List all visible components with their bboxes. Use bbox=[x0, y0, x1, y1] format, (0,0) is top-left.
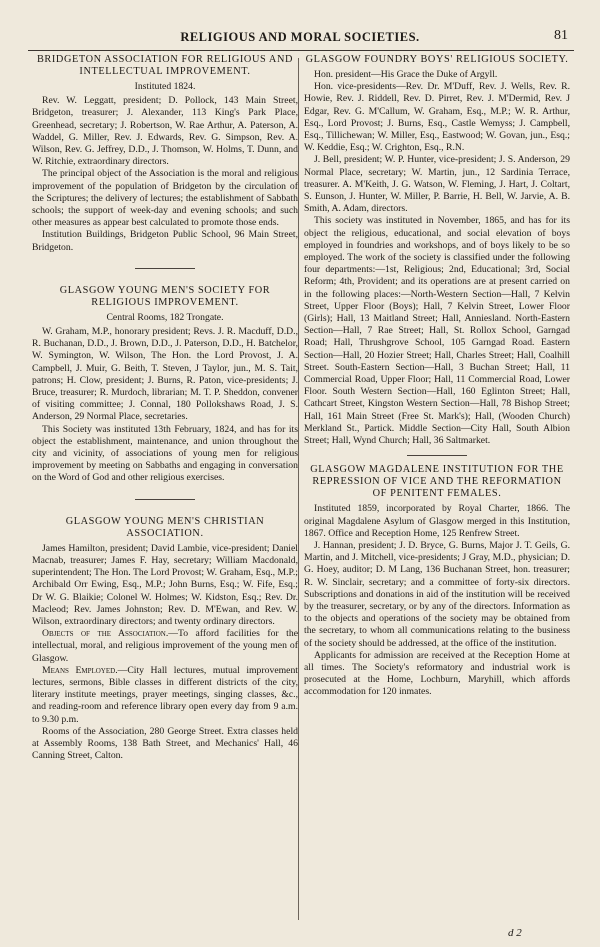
ymsri-title: GLASGOW YOUNG MEN'S SOCIETY FOR RELIGIOUS IMPROVEMENT. bbox=[59, 284, 271, 308]
ymca-title: GLASGOW YOUNG MEN'S CHRISTIAN ASSOCIATION. bbox=[65, 515, 265, 539]
ymca bbox=[32, 516, 298, 763]
foundry-president: Hon. president—His Grace the Duke of Argyll. bbox=[314, 69, 498, 80]
foundry-vice-presidents: Hon. vice-presidents—Rev. Dr. M'Duff, Rev. J. Wells, Rev. R. Howie, Rev. J. Riddell, Rev. D. Pirret, Rev. J. M'Dermid, Rev. J Edgar, Rev. G. M'Callum, W. Graham, Esq., M.P.; W. R. Arthur, Esq., Lord Provost; J. Burns, Esq., Castle Wemyss; J. Campbell, Esq., Tillichewan; W. Miller, Esq., Eastwood; W. Govan, jun., Esq.; W. Keddie, Esq.; W. Crighton, Esq., R.N. bbox=[304, 81, 570, 154]
bridgeton-buildings: Institution Buildings, Bridgeton Public School, 96 Main Street, Bridgeton. bbox=[32, 229, 298, 253]
page-number: 81 bbox=[554, 28, 568, 43]
ymca-objects-text: —To afford facilities for the intellectual, moral, and religious improvement of the young men of Glasgow. bbox=[32, 628, 298, 664]
section-separator bbox=[135, 268, 195, 269]
ymsri-rooms: Central Rooms, 182 Trongate. bbox=[106, 311, 224, 323]
header-rule bbox=[28, 50, 574, 51]
young-mens-society bbox=[32, 285, 298, 485]
foundry-history: This society was instituted in November, 1865, and has for its object the religious, educational, and social elevation of boys employed in foundries and workshops, and of boys likely to be so employed. The work of the society is classified under the following four departments:—1st, Religious; 2nd, Educational; 3rd, Social Reform; 4th, Provident; and its operations are at present carried on in the following places:—North-Western Section—Hall, 7 Kelvin Street, Upper Floor (Boys); Hall, 7 Kelvin Street, Lower Floor (Girls); Hall, 13 Maitland Street; Hall, Anniesland. North-Eastern Section—Hall, 7 Rae Street; Hall, St. Rollox School, Garngad Road; Hall, Thrushgrove School, 105 Garngad Road. Eastern Section—Hall, 20 Hozier Street; Hall, Charles Street; Hall, Coalhill Street. South-Eastern Section—Hall, 3 Buchan Street; Hall, 11 Commercial Road, Upper Floor; Hall, 11 Commercial Road, Lower Floor. South Western Section—Hall, 160 Eglinton Street; Hall, Cathcart Street, Kingston Western Section—Hall, 78 Bishop Street; Hall, 161 Main Street (Free St. Mark's); Hall, (Wooden Church) Merkland St., Partick. Middle Section—City Hall, South Albion Street; Hall, Wynd Church; Hall, 36 Saltmarket. bbox=[304, 215, 570, 447]
foundry-officers: J. Bell, president; W. P. Hunter, vice-president; J. S. Anderson, 29 Normal Place, secretary; W. Martin, jun., 12 Sardinia Terrace, treasurer. A. M'Keith, J. G. Watson, W. Fleming, J. Hart, J. Coltart, S. Eunson, J. Hunter, W. Miller, P. Barrie, H. Bell, W. Jarvie, A. B. Smith, A. Adam, directors. bbox=[304, 154, 570, 215]
magdalene-institution bbox=[304, 464, 570, 698]
foundry-title: GLASGOW FOUNDRY BOYS' RELIGIOUS SOCIETY. bbox=[305, 54, 569, 65]
magdalene-applicants: Applicants for admission are received at the Reception Home at all times. The Society's reformatory and industrial work is prosecuted at the Home, Lochburn, Maryhill, which affords accommodation for 120 inmates. bbox=[304, 649, 570, 698]
magdalene-instituted: Instituted 1859, incorporated by Royal Charter, 1866. The original Magdalene Asylum of Glasgow merged in this Institution, 1867. Office and Reception Home, 125 Renfrew Street. bbox=[304, 503, 570, 539]
ymca-rooms: Rooms of the Association, 280 George Street. Extra classes held at Assembly Rooms, 138 Bath Street, and Mechanics' Hall, 46 Canning Street, Calton. bbox=[32, 725, 298, 762]
ymca-means bbox=[32, 665, 298, 726]
ymsri-officers: W. Graham, M.P., honorary president; Revs. J. R. Macduff, D.D., R. Buchanan, D.D., J. Brown, D.D., J. Paterson, D.D., H. Batchelor, W. Symington, W. Wilson, The Hon. the Lord Provost, J. A. Campbell, J. Muir, G. Beith, T. Steven, J Taylor, jun., M. S. Tait, patrons; H. Clow, president; J. Burns, R. Paton, vice-presidents; J. Bruce, treasurer; R. Murdoch, librarian; M. T. P. Sheddon, convener of visiting committee; J. Connal, 180 Pollokshaws Road, J. S. Anderson, 29 Normal Place, secretaries. bbox=[32, 326, 298, 423]
ymca-means-text: —City Hall lectures, mutual improvement lectures, sermons, Bible classes in different districts of the city, literary institute meetings, prayer meetings, singing classes, &c., and reading-room and reference library open every day from 9 a.m. to 9.30 p.m. bbox=[32, 664, 298, 725]
section-separator bbox=[407, 455, 467, 456]
right-column bbox=[304, 54, 570, 699]
ymca-objects-label: Objects of the Association. bbox=[42, 628, 169, 640]
ymsri-history: This Society was instituted 13th February, 1824, and has for its object the establishment, maintenance, and union throughout the city and vicinity, of associations of young men for religious improvement by meeting on Sabbaths and engaging in conversation on the Word of God and other religious exercises. bbox=[32, 423, 298, 484]
ymca-means-label: Means Employed. bbox=[42, 664, 118, 676]
bridgeton-instituted: Instituted 1824. bbox=[134, 81, 196, 92]
running-title: RELIGIOUS AND MORAL SOCIETIES. bbox=[180, 30, 420, 44]
ymca-officers: James Hamilton, president; David Lambie, vice-president; Daniel Macnab, treasurer; James F. Hay, secretary; William Macdonald, superintendent; The Hon. The Lord Provost; W. Graham, Esq., M.P.; Archibald Orr Ewing, Esq., M.P.; John Burns, Esq.; W. Fife, Esq.; Dr W. G. Blaikie; Colonel W. Holmes; W. Kidston, Esq.; Rev. Dr. Macleod; Rev. James Johnston; Rev. D. M'Ewan, and Rev. W. Wilson, extraordinary directors; and twenty ordinary directors. bbox=[32, 542, 298, 627]
bridgeton-object: The principal object of the Association is the moral and religious improvement of the population of Bridgeton by the circulation of the Scriptures; the delivery of lectures; the establishment of Sabbath schools; the support of week-day and evening schools; and such other measures as appear best calculated to promote those ends. bbox=[32, 168, 298, 229]
foundry-boys-society bbox=[304, 54, 570, 447]
running-head bbox=[0, 30, 600, 50]
section-separator bbox=[135, 499, 195, 500]
magdalene-title: GLASGOW MAGDALENE INSTITUTION FOR THE REPRESSION OF VICE AND THE REFORMATION OF PENITENT FEMALES. bbox=[310, 464, 564, 500]
bridgeton-title: BRIDGETON ASSOCIATION FOR RELIGIOUS AND INTELLECTUAL IMPROVEMENT. bbox=[36, 54, 294, 77]
column-divider bbox=[298, 58, 299, 920]
magdalene-officers: J. Hannan, president; J. D. Bryce, G. Burns, Major J. T. Geils, G. Martin, and J. Mitchell, vice-presidents; J Gray, M.D., physician; D. G. Hoey, auditor; D. M Lang, 136 Buchanan Street, hon. treasurer; R. W. Sinclair, secretary; and a committee of forty-six directors. Subscriptions and donations in aid of the institution will be received by the treasurer, secretary, or by any of the directors. Information as to the objects and operations of the society may be obtained from the secretary, to whom all communications relating to the business of the society should be addressed, at the office of the institution. bbox=[304, 539, 570, 649]
left-column bbox=[32, 54, 298, 762]
bridgeton-association bbox=[32, 54, 298, 254]
bridgeton-officers: Rev. W. Leggatt, president; D. Pollock, 143 Main Street, Bridgeton, treasurer; J. Alexander, 113 King's Park Place, Greenhead, secretary; J. Robertson, W. Rae Arthur, A. Paterson, A. Waddel, G. Miller, Rev. J. Edwards, Rev. G. Simpson, Rev. A. Wilson, Rev. G. Jeffrey, D.D., J. Thomson, W. Holms, T. Dunn, and W. Ritchie, extraordinary directors. bbox=[32, 95, 298, 168]
ymca-objects bbox=[32, 628, 298, 665]
signature-mark: d 2 bbox=[508, 927, 522, 939]
